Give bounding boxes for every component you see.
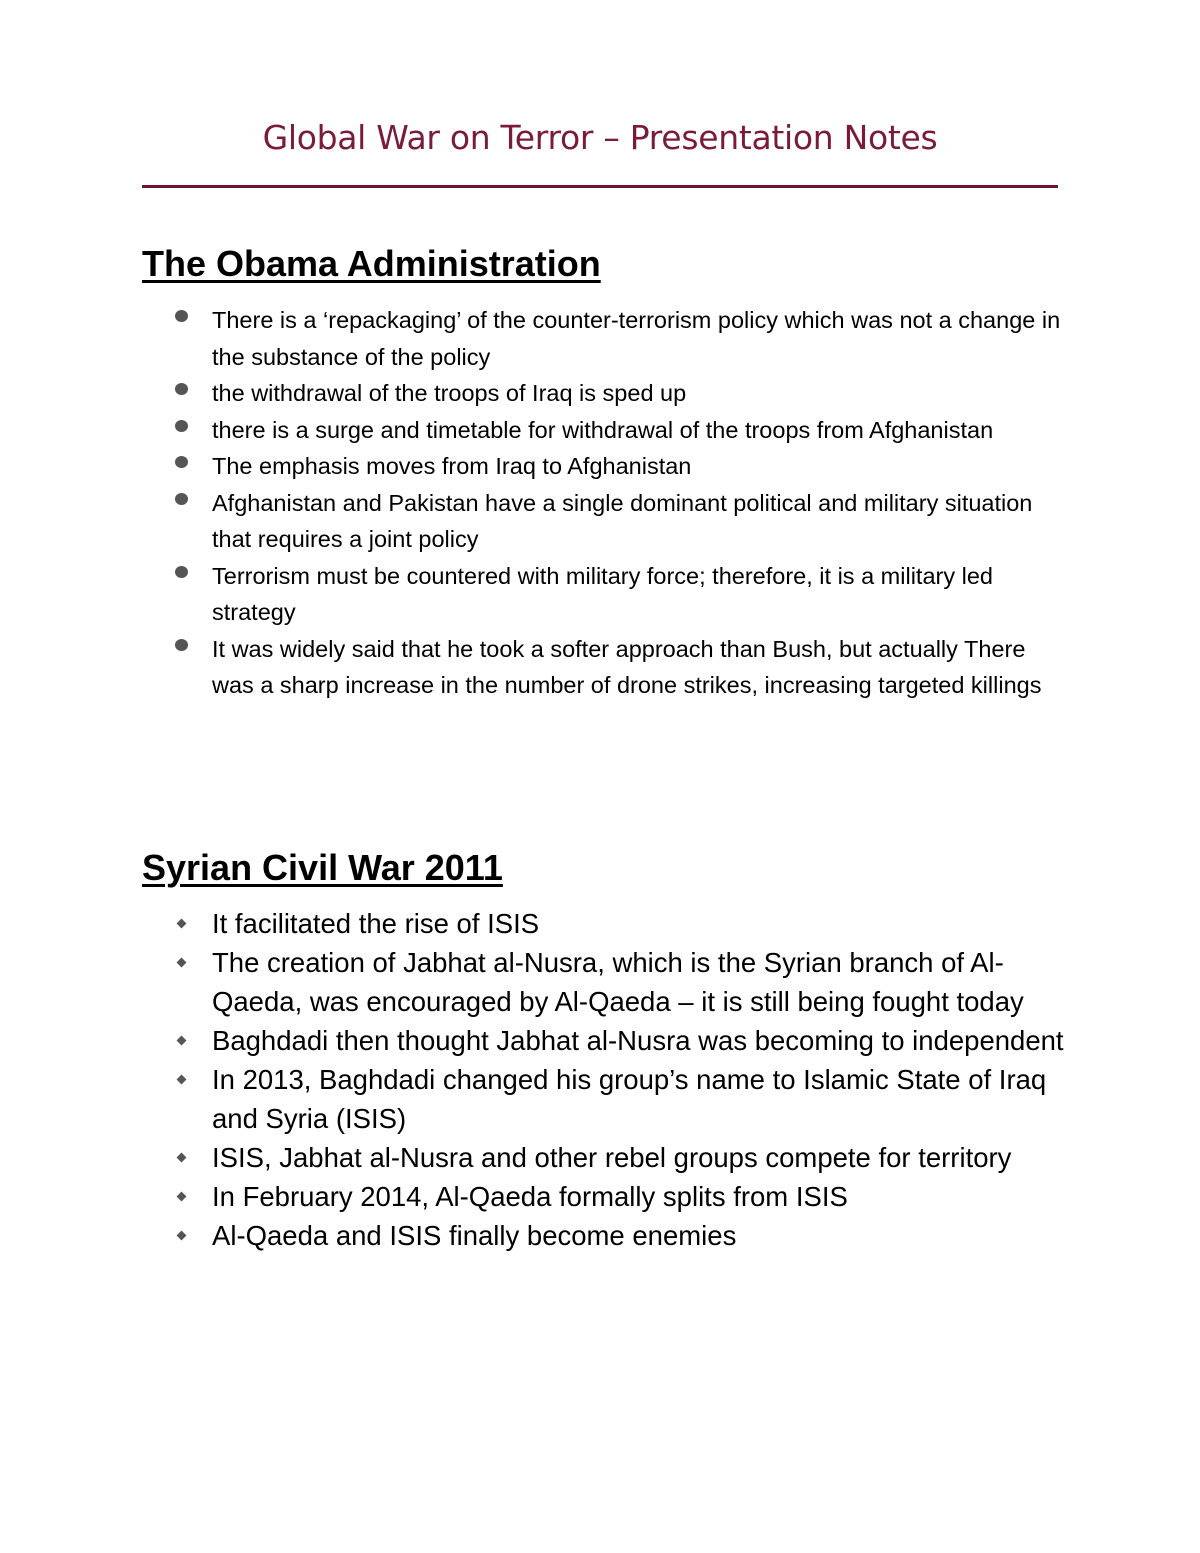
- list-item-text: Afghanistan and Pakistan have a single dominant political and military situation that requires a joint policy: [212, 489, 1033, 552]
- obama-bullet-list: [142, 302, 1072, 704]
- section-heading-obama: The Obama Administration: [142, 243, 601, 284]
- list-item-text: Baghdadi then thought Jabhat al-Nusra was becoming to independent: [212, 1025, 1064, 1056]
- list-item-text: the withdrawal of the troops of Iraq is sped up: [212, 380, 687, 406]
- list-item: [142, 631, 1072, 704]
- bullet-dot-icon: [175, 639, 188, 651]
- list-item: [142, 1216, 1072, 1255]
- bullet-dot-icon: [175, 566, 188, 578]
- list-item-text: The emphasis moves from Iraq to Afghanistan: [212, 453, 692, 479]
- list-item-text: It facilitated the rise of ISIS: [212, 908, 540, 939]
- title-divider: [142, 185, 1058, 188]
- list-item-text: ISIS, Jabhat al-Nusra and other rebel groups compete for territory: [212, 1142, 1012, 1173]
- bullet-diamond-icon: [177, 1192, 187, 1202]
- list-item-text: Terrorism must be countered with military force; therefore, it is a military led strategy: [212, 562, 993, 625]
- list-item: [142, 904, 1072, 943]
- list-item: [142, 558, 1072, 631]
- list-item-text: It was widely said that he took a softer approach than Bush, but actually There was a sharp increase in the number of drone strikes, increasing targeted killings: [212, 635, 1042, 698]
- bullet-diamond-icon: [177, 1231, 187, 1241]
- syria-bullet-list: [142, 904, 1072, 1255]
- bullet-dot-icon: [175, 456, 188, 468]
- list-item-text: In February 2014, Al-Qaeda formally splits from ISIS: [212, 1181, 848, 1212]
- list-item: [142, 1177, 1072, 1216]
- list-item-text: The creation of Jabhat al-Nusra, which is the Syrian branch of Al-Qaeda, was encouraged by Al-Qaeda – it is still being fought today: [212, 947, 1024, 1017]
- list-item: [142, 448, 1072, 485]
- list-item-text: there is a surge and timetable for withdrawal of the troops from Afghanistan: [212, 416, 994, 443]
- list-item: [142, 1060, 1072, 1138]
- list-item: [142, 412, 1072, 449]
- bullet-diamond-icon: [177, 958, 187, 968]
- list-item: [142, 485, 1072, 558]
- list-item-text: In 2013, Baghdadi changed his group’s name to Islamic State of Iraq and Syria (ISIS): [212, 1064, 1047, 1134]
- list-item-text: Al-Qaeda and ISIS finally become enemies: [212, 1220, 737, 1251]
- list-item: [142, 1021, 1072, 1060]
- section-heading-syria: Syrian Civil War 2011: [142, 847, 503, 888]
- page-title: Global War on Terror – Presentation Notes: [262, 118, 938, 157]
- list-item-text: There is a ‘repackaging’ of the counter-terrorism policy which was not a change in the substance of the policy: [212, 307, 1061, 370]
- list-item: [142, 302, 1072, 375]
- list-item: [142, 375, 1072, 412]
- bullet-diamond-icon: [177, 1075, 187, 1085]
- bullet-dot-icon: [175, 420, 188, 432]
- bullet-dot-icon: [175, 310, 188, 322]
- bullet-dot-icon: [175, 493, 188, 505]
- list-item: [142, 1138, 1072, 1177]
- bullet-dot-icon: [175, 383, 188, 395]
- list-item: [142, 943, 1072, 1021]
- bullet-diamond-icon: [177, 919, 187, 929]
- bullet-diamond-icon: [177, 1036, 187, 1046]
- bullet-diamond-icon: [177, 1153, 187, 1163]
